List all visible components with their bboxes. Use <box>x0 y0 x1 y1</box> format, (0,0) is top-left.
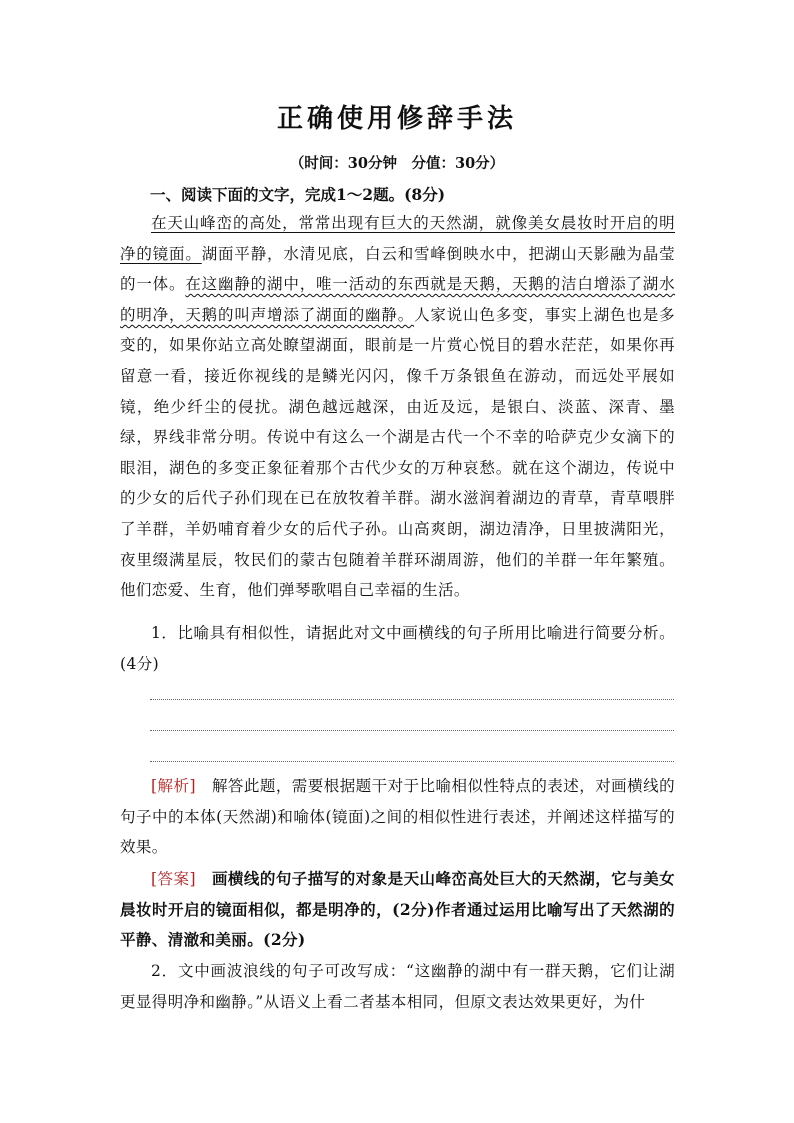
reading-passage <box>120 208 675 606</box>
passage-text: 人家说山色多变，事实上湖色也是多变的，如果你站立高处瞭望湖面，眼前是一片赏心悦目的碧水茫茫，如果你再留意一看，接近你视线的是鳞光闪闪，像千万条银鱼在游动，而远处平展如镜，绝少纤尘的侵扰。湖色越远越深，由近及远，是银白、淡蓝、深青、墨绿，界线非常分明。传说中有这么一个湖是古代一个不幸的哈萨克少女滴下的眼泪，湖色的多变正象征着那个古代少女的万种哀愁。就在这个湖边，传说中的少女的后代子孙们现在已在放牧着羊群。湖水滋润着湖边的青草，青草喂胖了羊群，羊奶哺育着少女的后代子孙。山高爽朗，湖边清净，日里披满阳光，夜里缀满星辰，牧民们的蒙古包随着羊群环湖周游，他们的羊群一年年繁殖。他们恋爱、生育，他们弹琴歌唱自己幸福的生活。 <box>120 305 676 600</box>
analysis-block <box>120 771 675 863</box>
answer-tag: [答案] <box>151 870 196 888</box>
section-heading: 一、阅读下面的文字，完成1～2题。(8分) <box>150 185 446 204</box>
answer-block <box>120 864 675 956</box>
answer-line <box>150 699 674 700</box>
question-1-text: 1．比喻具有相似性，请据此对文中画横线的句子所用比喻进行简要分析。(4分) <box>120 624 675 673</box>
answer-text: 画横线的句子描写的对象是天山峰峦高处巨大的天然湖，它与美女晨妆时开启的镜面相似，都是明净的，(2分)作者通过运用比喻写出了天然湖的平静、清澈和美丽。(2分) <box>120 869 675 950</box>
page-title: 正确使用修辞手法 <box>276 104 517 134</box>
passage-text: 湖面平静，水清见底，白云和雪峰倒映水中，把湖山天影融为晶莹的一体。 <box>120 244 675 294</box>
analysis-tag: [解析] <box>151 777 196 795</box>
analysis-text: 解答此题，需要根据题干对于比喻相似性特点的表述，对画横线的句子中的本体(天然湖)和喻体(镜面)之间的相似性进行表述，并阐述这样描写的效果。 <box>120 777 675 857</box>
question-1 <box>120 618 675 679</box>
answer-line <box>150 761 674 762</box>
underlined-sentence: 在天山峰峦的高处，常常出现有巨大的天然湖，就像美女晨妆时开启的明净的镜面。 <box>120 214 675 263</box>
wavy-underlined-sentence: 在这幽静的湖中，唯一活动的东西就是天鹅，天鹅的洁白增添了湖水的明净，天鹅的叫声增添了湖面的幽静。 <box>120 275 675 324</box>
question-2 <box>120 956 675 1017</box>
answer-line <box>150 730 674 731</box>
time-score-info: （时间：30分钟 分值：30分） <box>289 155 505 172</box>
question-2-text: 2．文中画波浪线的句子可改写成：“这幽静的湖中有一群天鹅，它们让湖更显得明净和幽静。”从语义上看二者基本相同，但原文表达效果更好，为什 <box>120 962 675 1011</box>
